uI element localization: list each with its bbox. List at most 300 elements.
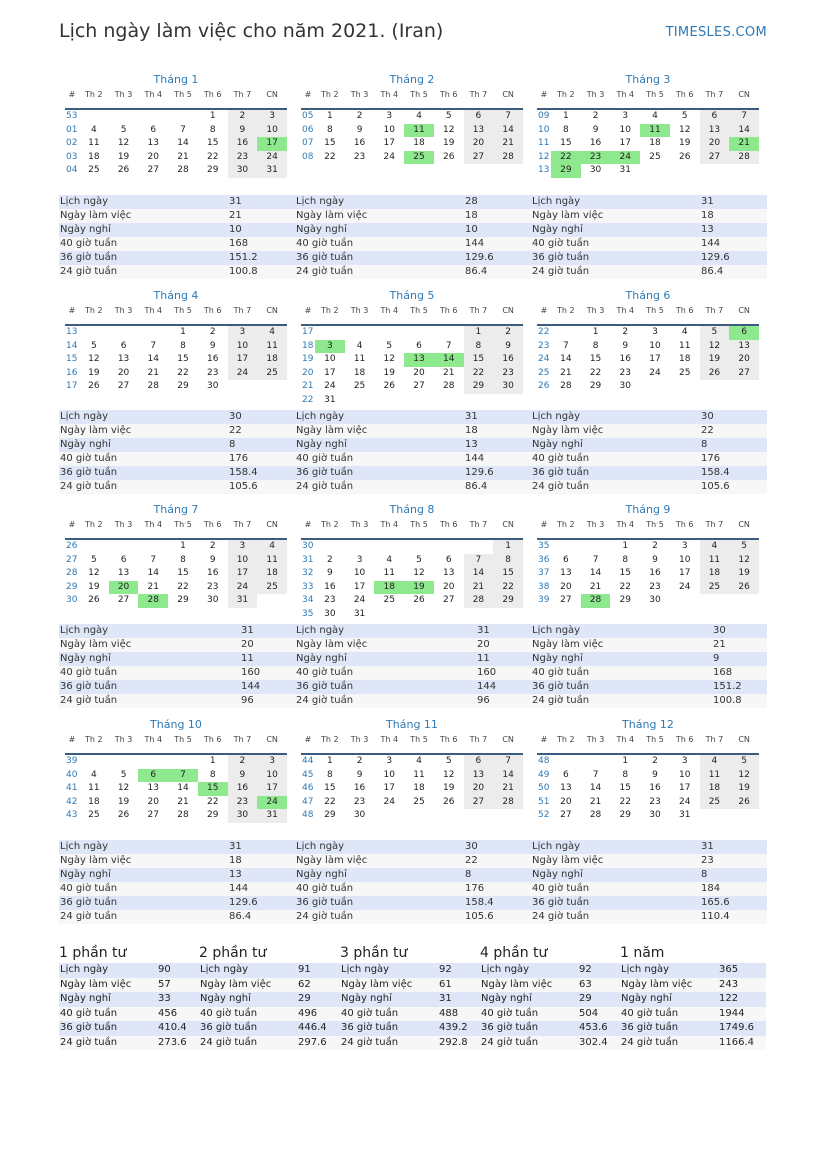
day-cell[interactable]: 27 bbox=[117, 595, 130, 605]
day-cell[interactable]: 5 bbox=[120, 769, 127, 780]
day-cell[interactable]: 11 bbox=[700, 554, 730, 568]
day-cell[interactable]: 21 bbox=[177, 796, 189, 807]
day-cell[interactable]: 26 bbox=[442, 151, 455, 162]
day-cell[interactable]: 21 bbox=[493, 782, 523, 796]
day-cell[interactable]: 26 bbox=[117, 810, 130, 820]
day-cell[interactable]: 1 bbox=[562, 111, 569, 121]
day-cell[interactable]: 17 bbox=[383, 783, 395, 793]
day-cell[interactable]: 4 bbox=[257, 540, 287, 554]
day-cell[interactable]: 4 bbox=[90, 124, 97, 135]
day-cell[interactable]: 6 bbox=[416, 340, 422, 351]
day-cell[interactable]: 27 bbox=[560, 595, 572, 605]
day-cell[interactable]: 10 bbox=[228, 340, 258, 354]
day-cell[interactable]: 8 bbox=[622, 554, 629, 565]
holiday-day-cell[interactable]: 7 bbox=[168, 769, 198, 783]
day-cell[interactable]: 18 bbox=[353, 367, 366, 378]
day-cell[interactable]: 25 bbox=[383, 595, 395, 605]
day-cell[interactable]: 1 bbox=[209, 756, 216, 766]
day-cell[interactable]: 25 bbox=[257, 581, 287, 595]
day-cell[interactable]: 7 bbox=[592, 554, 599, 565]
day-cell[interactable]: 29 bbox=[589, 381, 602, 391]
day-cell[interactable]: 18 bbox=[257, 567, 287, 581]
day-cell[interactable]: 30 bbox=[649, 595, 661, 605]
day-cell[interactable]: 20 bbox=[700, 137, 730, 151]
day-cell[interactable]: 9 bbox=[228, 769, 258, 783]
day-cell[interactable]: 29 bbox=[206, 810, 219, 820]
holiday-day-cell[interactable]: 23 bbox=[581, 151, 611, 165]
day-cell[interactable]: 11 bbox=[413, 769, 425, 780]
day-cell[interactable]: 21 bbox=[589, 796, 602, 807]
day-cell[interactable]: 21 bbox=[147, 581, 159, 592]
day-cell[interactable]: 16 bbox=[493, 353, 523, 367]
holiday-day-cell[interactable]: 13 bbox=[404, 353, 434, 367]
day-cell[interactable]: 10 bbox=[353, 568, 366, 578]
day-cell[interactable]: 9 bbox=[326, 568, 333, 578]
day-cell[interactable]: 29 bbox=[206, 165, 219, 175]
day-cell[interactable]: 24 bbox=[383, 796, 395, 807]
day-cell[interactable]: 23 bbox=[206, 367, 219, 378]
day-cell[interactable]: 2 bbox=[326, 554, 333, 565]
day-cell[interactable]: 8 bbox=[180, 340, 186, 351]
day-cell[interactable]: 12 bbox=[729, 769, 759, 783]
day-cell[interactable]: 13 bbox=[147, 783, 159, 793]
day-cell[interactable]: 1 bbox=[622, 756, 629, 766]
day-cell[interactable]: 16 bbox=[228, 137, 258, 151]
holiday-day-cell[interactable]: 28 bbox=[138, 594, 168, 608]
day-cell[interactable]: 10 bbox=[649, 340, 661, 351]
day-cell[interactable]: 4 bbox=[700, 540, 730, 554]
day-cell[interactable]: 8 bbox=[326, 769, 333, 780]
day-cell[interactable]: 12 bbox=[678, 124, 691, 135]
day-cell[interactable]: 31 bbox=[228, 594, 258, 608]
day-cell[interactable]: 24 bbox=[257, 151, 287, 165]
day-cell[interactable]: 28 bbox=[177, 810, 189, 820]
day-cell[interactable]: 11 bbox=[678, 340, 691, 351]
day-cell[interactable]: 14 bbox=[493, 124, 523, 138]
day-cell[interactable]: 22 bbox=[206, 796, 219, 807]
day-cell[interactable]: 2 bbox=[356, 756, 363, 766]
day-cell[interactable]: 31 bbox=[678, 810, 691, 820]
day-cell[interactable]: 26 bbox=[442, 796, 455, 807]
day-cell[interactable]: 15 bbox=[177, 354, 189, 364]
holiday-day-cell[interactable]: 22 bbox=[551, 151, 581, 165]
day-cell[interactable]: 11 bbox=[257, 554, 287, 568]
day-cell[interactable]: 21 bbox=[464, 581, 494, 595]
day-cell[interactable]: 19 bbox=[117, 151, 130, 162]
day-cell[interactable]: 10 bbox=[678, 554, 691, 565]
holiday-day-cell[interactable]: 19 bbox=[404, 581, 434, 595]
day-cell[interactable]: 1 bbox=[180, 327, 186, 337]
day-cell[interactable]: 16 bbox=[324, 581, 336, 592]
day-cell[interactable]: 14 bbox=[493, 769, 523, 783]
day-cell[interactable]: 12 bbox=[729, 554, 759, 568]
day-cell[interactable]: 7 bbox=[493, 110, 523, 124]
holiday-day-cell[interactable]: 24 bbox=[610, 151, 640, 165]
day-cell[interactable]: 20 bbox=[560, 796, 572, 807]
day-cell[interactable]: 15 bbox=[464, 353, 494, 367]
day-cell[interactable]: 5 bbox=[445, 756, 452, 766]
day-cell[interactable]: 17 bbox=[678, 783, 691, 793]
day-cell[interactable]: 24 bbox=[228, 581, 258, 595]
day-cell[interactable]: 19 bbox=[383, 367, 395, 378]
day-cell[interactable]: 29 bbox=[619, 810, 631, 820]
holiday-day-cell[interactable]: 21 bbox=[729, 137, 759, 151]
day-cell[interactable]: 28 bbox=[589, 810, 602, 820]
day-cell[interactable]: 20 bbox=[117, 367, 130, 378]
day-cell[interactable]: 17 bbox=[619, 138, 631, 148]
day-cell[interactable]: 1 bbox=[622, 541, 629, 551]
day-cell[interactable]: 12 bbox=[442, 124, 455, 135]
day-cell[interactable]: 13 bbox=[729, 340, 759, 354]
day-cell[interactable]: 16 bbox=[206, 568, 219, 578]
day-cell[interactable]: 5 bbox=[386, 340, 393, 351]
day-cell[interactable]: 23 bbox=[228, 796, 258, 810]
day-cell[interactable]: 20 bbox=[464, 137, 494, 151]
day-cell[interactable]: 12 bbox=[88, 568, 100, 578]
day-cell[interactable]: 14 bbox=[177, 783, 189, 793]
day-cell[interactable]: 31 bbox=[353, 608, 366, 619]
holiday-day-cell[interactable]: 24 bbox=[257, 796, 287, 810]
day-cell[interactable]: 7 bbox=[493, 755, 523, 769]
day-cell[interactable]: 28 bbox=[442, 381, 455, 391]
day-cell[interactable]: 17 bbox=[228, 567, 258, 581]
day-cell[interactable]: 10 bbox=[257, 769, 287, 783]
holiday-day-cell[interactable]: 14 bbox=[434, 353, 464, 367]
day-cell[interactable]: 20 bbox=[560, 581, 572, 592]
day-cell[interactable]: 14 bbox=[589, 568, 602, 578]
day-cell[interactable]: 7 bbox=[464, 554, 494, 568]
day-cell[interactable]: 28 bbox=[147, 381, 159, 391]
day-cell[interactable]: 18 bbox=[257, 353, 287, 367]
day-cell[interactable]: 27 bbox=[560, 810, 572, 820]
day-cell[interactable]: 9 bbox=[356, 769, 363, 780]
day-cell[interactable]: 13 bbox=[700, 124, 730, 138]
day-cell[interactable]: 21 bbox=[442, 367, 455, 378]
day-cell[interactable]: 15 bbox=[324, 138, 336, 148]
day-cell[interactable]: 8 bbox=[209, 124, 216, 135]
day-cell[interactable]: 16 bbox=[353, 783, 366, 793]
day-cell[interactable]: 7 bbox=[729, 110, 759, 124]
day-cell[interactable]: 6 bbox=[700, 110, 730, 124]
day-cell[interactable]: 16 bbox=[228, 782, 258, 796]
day-cell[interactable]: 1 bbox=[326, 756, 333, 766]
day-cell[interactable]: 31 bbox=[324, 394, 336, 405]
day-cell[interactable]: 23 bbox=[619, 367, 631, 378]
day-cell[interactable]: 18 bbox=[413, 783, 425, 793]
day-cell[interactable]: 6 bbox=[562, 554, 569, 565]
day-cell[interactable]: 26 bbox=[88, 381, 100, 391]
day-cell[interactable]: 25 bbox=[678, 367, 691, 378]
brand-link[interactable]: TIMESLES.COM bbox=[665, 25, 767, 40]
day-cell[interactable]: 9 bbox=[356, 124, 363, 135]
day-cell[interactable]: 4 bbox=[681, 327, 688, 337]
day-cell[interactable]: 19 bbox=[442, 138, 455, 148]
day-cell[interactable]: 21 bbox=[589, 581, 602, 592]
day-cell[interactable]: 28 bbox=[560, 381, 572, 391]
day-cell[interactable]: 5 bbox=[700, 326, 730, 340]
day-cell[interactable]: 13 bbox=[147, 138, 159, 148]
day-cell[interactable]: 19 bbox=[442, 783, 455, 793]
day-cell[interactable]: 4 bbox=[257, 326, 287, 340]
day-cell[interactable]: 20 bbox=[147, 796, 159, 807]
day-cell[interactable]: 9 bbox=[493, 340, 523, 354]
day-cell[interactable]: 12 bbox=[383, 354, 395, 364]
day-cell[interactable]: 12 bbox=[117, 138, 130, 148]
day-cell[interactable]: 13 bbox=[117, 568, 130, 578]
day-cell[interactable]: 4 bbox=[386, 554, 393, 565]
day-cell[interactable]: 17 bbox=[257, 782, 287, 796]
day-cell[interactable]: 11 bbox=[257, 340, 287, 354]
day-cell[interactable]: 31 bbox=[619, 165, 631, 175]
day-cell[interactable]: 3 bbox=[681, 541, 688, 551]
day-cell[interactable]: 19 bbox=[117, 796, 130, 807]
day-cell[interactable]: 2 bbox=[622, 327, 629, 337]
day-cell[interactable]: 12 bbox=[117, 783, 130, 793]
day-cell[interactable]: 23 bbox=[493, 367, 523, 381]
day-cell[interactable]: 20 bbox=[464, 782, 494, 796]
day-cell[interactable]: 2 bbox=[228, 755, 258, 769]
day-cell[interactable]: 5 bbox=[416, 554, 422, 565]
day-cell[interactable]: 31 bbox=[257, 164, 287, 178]
day-cell[interactable]: 15 bbox=[619, 783, 631, 793]
day-cell[interactable]: 22 bbox=[619, 796, 631, 807]
day-cell[interactable]: 3 bbox=[228, 326, 258, 340]
day-cell[interactable]: 15 bbox=[493, 567, 523, 581]
day-cell[interactable]: 14 bbox=[729, 124, 759, 138]
day-cell[interactable]: 23 bbox=[649, 581, 661, 592]
day-cell[interactable]: 8 bbox=[326, 124, 333, 135]
day-cell[interactable]: 23 bbox=[228, 151, 258, 165]
day-cell[interactable]: 30 bbox=[324, 608, 336, 619]
day-cell[interactable]: 17 bbox=[678, 568, 691, 578]
day-cell[interactable]: 28 bbox=[493, 796, 523, 810]
day-cell[interactable]: 24 bbox=[383, 151, 395, 162]
day-cell[interactable]: 9 bbox=[652, 769, 658, 780]
day-cell[interactable]: 16 bbox=[589, 138, 602, 148]
day-cell[interactable]: 30 bbox=[206, 595, 219, 605]
day-cell[interactable]: 6 bbox=[464, 755, 494, 769]
day-cell[interactable]: 29 bbox=[324, 810, 336, 820]
day-cell[interactable]: 16 bbox=[206, 354, 219, 364]
day-cell[interactable]: 21 bbox=[177, 151, 189, 162]
day-cell[interactable]: 7 bbox=[562, 340, 569, 351]
day-cell[interactable]: 10 bbox=[257, 124, 287, 138]
day-cell[interactable]: 28 bbox=[729, 151, 759, 165]
day-cell[interactable]: 17 bbox=[353, 581, 366, 592]
day-cell[interactable]: 30 bbox=[228, 809, 258, 823]
day-cell[interactable]: 6 bbox=[120, 554, 127, 565]
holiday-day-cell[interactable]: 3 bbox=[315, 340, 345, 354]
day-cell[interactable]: 22 bbox=[206, 151, 219, 162]
day-cell[interactable]: 16 bbox=[649, 783, 661, 793]
day-cell[interactable]: 2 bbox=[652, 756, 658, 766]
day-cell[interactable]: 30 bbox=[619, 381, 631, 391]
day-cell[interactable]: 22 bbox=[619, 581, 631, 592]
day-cell[interactable]: 15 bbox=[177, 568, 189, 578]
day-cell[interactable]: 17 bbox=[383, 138, 395, 148]
day-cell[interactable]: 8 bbox=[180, 554, 186, 565]
day-cell[interactable]: 30 bbox=[353, 810, 366, 820]
holiday-day-cell[interactable]: 11 bbox=[404, 124, 434, 138]
day-cell[interactable]: 10 bbox=[678, 769, 691, 780]
day-cell[interactable]: 14 bbox=[464, 567, 494, 581]
day-cell[interactable]: 28 bbox=[464, 594, 494, 608]
day-cell[interactable]: 26 bbox=[729, 796, 759, 810]
day-cell[interactable]: 7 bbox=[592, 769, 599, 780]
day-cell[interactable]: 25 bbox=[353, 381, 366, 391]
day-cell[interactable]: 7 bbox=[445, 340, 452, 351]
day-cell[interactable]: 3 bbox=[356, 554, 363, 565]
day-cell[interactable]: 19 bbox=[729, 567, 759, 581]
day-cell[interactable]: 20 bbox=[147, 151, 159, 162]
day-cell[interactable]: 10 bbox=[324, 354, 336, 364]
day-cell[interactable]: 25 bbox=[257, 367, 287, 381]
day-cell[interactable]: 29 bbox=[177, 595, 189, 605]
day-cell[interactable]: 13 bbox=[442, 568, 455, 578]
day-cell[interactable]: 30 bbox=[228, 164, 258, 178]
day-cell[interactable]: 4 bbox=[416, 111, 422, 121]
day-cell[interactable]: 24 bbox=[649, 367, 661, 378]
day-cell[interactable]: 13 bbox=[464, 769, 494, 783]
day-cell[interactable]: 9 bbox=[652, 554, 658, 565]
day-cell[interactable]: 18 bbox=[678, 354, 691, 364]
day-cell[interactable]: 3 bbox=[228, 540, 258, 554]
day-cell[interactable]: 14 bbox=[589, 783, 602, 793]
day-cell[interactable]: 16 bbox=[649, 568, 661, 578]
day-cell[interactable]: 15 bbox=[324, 783, 336, 793]
day-cell[interactable]: 6 bbox=[445, 554, 452, 565]
holiday-day-cell[interactable]: 29 bbox=[551, 164, 581, 178]
day-cell[interactable]: 7 bbox=[180, 124, 186, 135]
day-cell[interactable]: 23 bbox=[649, 796, 661, 807]
day-cell[interactable]: 11 bbox=[88, 783, 100, 793]
day-cell[interactable]: 27 bbox=[729, 367, 759, 381]
day-cell[interactable]: 27 bbox=[147, 810, 159, 820]
day-cell[interactable]: 2 bbox=[209, 327, 216, 337]
day-cell[interactable]: 1 bbox=[180, 541, 186, 551]
day-cell[interactable]: 4 bbox=[356, 340, 363, 351]
day-cell[interactable]: 15 bbox=[560, 138, 572, 148]
day-cell[interactable]: 1 bbox=[326, 111, 333, 121]
day-cell[interactable]: 5 bbox=[90, 340, 97, 351]
day-cell[interactable]: 17 bbox=[324, 367, 336, 378]
day-cell[interactable]: 25 bbox=[700, 581, 730, 595]
day-cell[interactable]: 22 bbox=[177, 581, 189, 592]
day-cell[interactable]: 8 bbox=[562, 124, 569, 135]
day-cell[interactable]: 29 bbox=[493, 594, 523, 608]
day-cell[interactable]: 27 bbox=[464, 151, 494, 165]
holiday-day-cell[interactable]: 6 bbox=[729, 326, 759, 340]
holiday-day-cell[interactable]: 6 bbox=[138, 769, 168, 783]
day-cell[interactable]: 14 bbox=[147, 568, 159, 578]
day-cell[interactable]: 14 bbox=[177, 138, 189, 148]
day-cell[interactable]: 4 bbox=[700, 755, 730, 769]
day-cell[interactable]: 10 bbox=[383, 124, 395, 135]
day-cell[interactable]: 18 bbox=[413, 138, 425, 148]
day-cell[interactable]: 29 bbox=[464, 380, 494, 394]
day-cell[interactable]: 30 bbox=[493, 380, 523, 394]
day-cell[interactable]: 28 bbox=[177, 165, 189, 175]
day-cell[interactable]: 24 bbox=[678, 581, 691, 592]
day-cell[interactable]: 25 bbox=[88, 165, 100, 175]
day-cell[interactable]: 3 bbox=[386, 111, 393, 121]
day-cell[interactable]: 25 bbox=[413, 796, 425, 807]
day-cell[interactable]: 18 bbox=[88, 151, 100, 162]
day-cell[interactable]: 3 bbox=[257, 110, 287, 124]
day-cell[interactable]: 2 bbox=[228, 110, 258, 124]
day-cell[interactable]: 25 bbox=[88, 810, 100, 820]
day-cell[interactable]: 27 bbox=[442, 595, 455, 605]
day-cell[interactable]: 9 bbox=[622, 340, 629, 351]
day-cell[interactable]: 12 bbox=[700, 340, 730, 354]
day-cell[interactable]: 24 bbox=[678, 796, 691, 807]
day-cell[interactable]: 3 bbox=[386, 756, 393, 766]
day-cell[interactable]: 7 bbox=[150, 340, 157, 351]
day-cell[interactable]: 10 bbox=[619, 124, 631, 135]
day-cell[interactable]: 20 bbox=[729, 353, 759, 367]
day-cell[interactable]: 14 bbox=[147, 354, 159, 364]
day-cell[interactable]: 2 bbox=[592, 111, 599, 121]
day-cell[interactable]: 6 bbox=[150, 124, 157, 135]
day-cell[interactable]: 17 bbox=[649, 354, 661, 364]
day-cell[interactable]: 1 bbox=[493, 540, 523, 554]
day-cell[interactable]: 3 bbox=[622, 111, 629, 121]
day-cell[interactable]: 13 bbox=[464, 124, 494, 138]
day-cell[interactable]: 12 bbox=[413, 568, 425, 578]
day-cell[interactable]: 4 bbox=[90, 769, 97, 780]
day-cell[interactable]: 23 bbox=[206, 581, 219, 592]
day-cell[interactable]: 29 bbox=[177, 381, 189, 391]
day-cell[interactable]: 8 bbox=[464, 340, 494, 354]
day-cell[interactable]: 27 bbox=[700, 151, 730, 165]
day-cell[interactable]: 6 bbox=[120, 340, 127, 351]
day-cell[interactable]: 15 bbox=[619, 568, 631, 578]
day-cell[interactable]: 3 bbox=[681, 756, 688, 766]
day-cell[interactable]: 4 bbox=[652, 111, 658, 121]
day-cell[interactable]: 11 bbox=[353, 354, 366, 364]
day-cell[interactable]: 21 bbox=[147, 367, 159, 378]
holiday-day-cell[interactable]: 18 bbox=[374, 581, 404, 595]
day-cell[interactable]: 22 bbox=[324, 796, 336, 807]
day-cell[interactable]: 23 bbox=[353, 151, 366, 162]
day-cell[interactable]: 1 bbox=[592, 327, 599, 337]
day-cell[interactable]: 22 bbox=[464, 367, 494, 381]
day-cell[interactable]: 9 bbox=[228, 124, 258, 138]
day-cell[interactable]: 30 bbox=[206, 381, 219, 391]
day-cell[interactable]: 6 bbox=[562, 769, 569, 780]
day-cell[interactable]: 11 bbox=[383, 568, 395, 578]
day-cell[interactable]: 24 bbox=[353, 595, 366, 605]
holiday-day-cell[interactable]: 28 bbox=[581, 594, 611, 608]
day-cell[interactable]: 20 bbox=[413, 367, 425, 378]
day-cell[interactable]: 12 bbox=[88, 354, 100, 364]
day-cell[interactable]: 21 bbox=[560, 367, 572, 378]
day-cell[interactable]: 1 bbox=[464, 326, 494, 340]
holiday-day-cell[interactable]: 20 bbox=[109, 581, 139, 595]
day-cell[interactable]: 7 bbox=[150, 554, 157, 565]
day-cell[interactable]: 18 bbox=[649, 138, 661, 148]
day-cell[interactable]: 10 bbox=[383, 769, 395, 780]
day-cell[interactable]: 26 bbox=[700, 367, 730, 381]
day-cell[interactable]: 9 bbox=[209, 554, 216, 565]
day-cell[interactable]: 19 bbox=[88, 581, 100, 592]
day-cell[interactable]: 26 bbox=[117, 165, 130, 175]
day-cell[interactable]: 20 bbox=[442, 581, 455, 592]
day-cell[interactable]: 17 bbox=[228, 353, 258, 367]
day-cell[interactable]: 27 bbox=[464, 796, 494, 810]
holiday-day-cell[interactable]: 17 bbox=[257, 137, 287, 151]
day-cell[interactable]: 18 bbox=[700, 782, 730, 796]
